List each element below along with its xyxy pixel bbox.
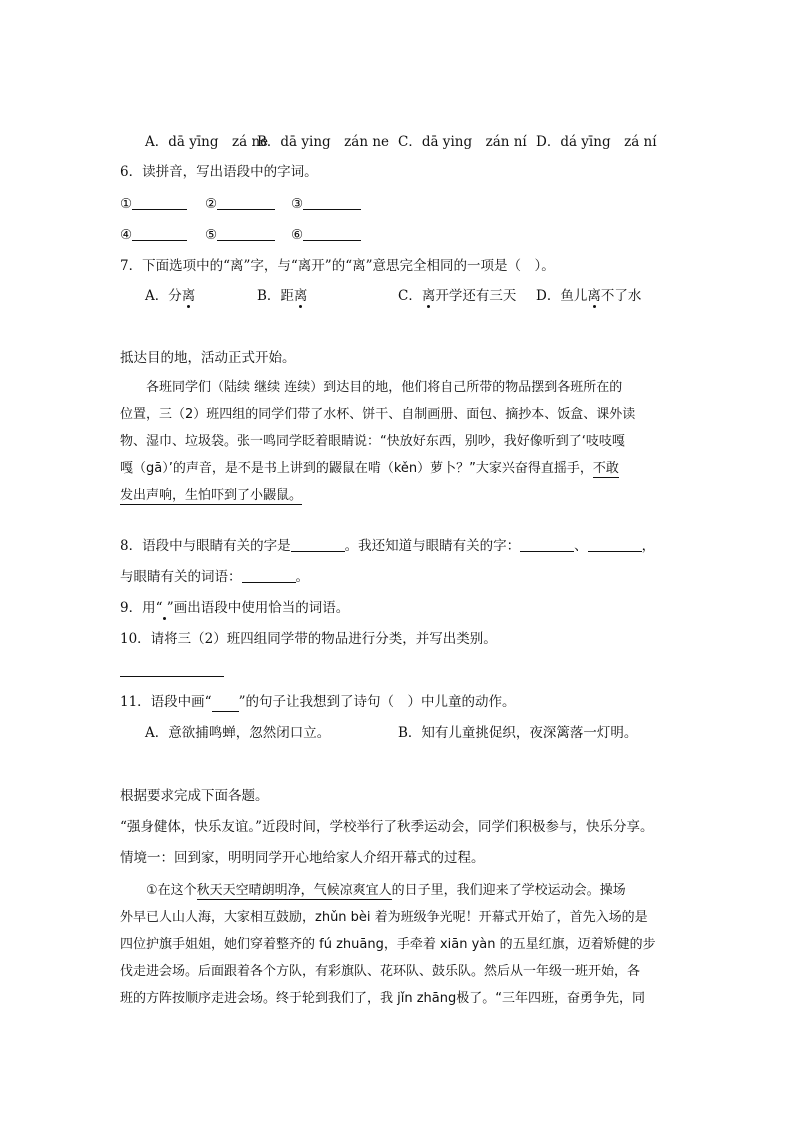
passage1-body [120, 374, 680, 509]
passage1-underlined-start: 不敢 [592, 461, 619, 476]
q6-marker-1: ① [120, 196, 133, 212]
passage2-para-line-5: 班的方阵按顺序走进会场。终于轮到我们了，我 jǐn zhāng极了。“三年四班，奋勇争先，同 [120, 991, 645, 1006]
q8-blank-4[interactable] [242, 568, 296, 583]
passage2-para-line-4: 伐走进会场。后面跟着各个方队，有彩旗队、花环队、鼓乐队。然后从一年级一班开始，各 [120, 964, 641, 979]
q9-text-2: ”画出语段中使用恰当的词语。 [166, 600, 350, 616]
q6-blank-1[interactable] [132, 195, 187, 210]
passage1-line-5 [120, 482, 680, 509]
q10-prompt: 10．请将三（2）班四组同学带的物品进行分类，并写出类别。 [120, 631, 497, 647]
q6-marker-2: ② [205, 196, 218, 212]
q7-option-a-dotted: 离 [181, 288, 196, 304]
q6-blank-4[interactable] [132, 226, 187, 241]
q6-item-1 [120, 194, 187, 214]
passage1-underlined-end: 发出声响，生怕吓到了小鼹鼠。 [120, 488, 303, 503]
q6-blank-3[interactable] [303, 195, 361, 210]
q8-line-1 [120, 536, 655, 556]
passage1-line-3: 物、湿巾、垃圾袋。张一鸣同学眨着眼睛说：“快放好东西，别吵，我好像听到了‘吱吱嘎 [120, 434, 625, 449]
q11-underline-mark [212, 694, 239, 712]
q9-prompt [120, 598, 349, 618]
q8-text-3: ， [641, 538, 656, 554]
passage2-line-1: “强身健体，快乐友谊。”近段时间，学校举行了秋季运动会，同学们积极参与，快乐分享。 [120, 819, 654, 835]
q6-item-3 [291, 194, 361, 214]
q8-text-2: 。我还知道与眼睛有关的字： [344, 538, 521, 554]
q9-dot-mark [163, 600, 167, 616]
q7-option-d-text: D．鱼儿 [536, 288, 588, 304]
passage2-intro: 根据要求完成下面各题。 [120, 788, 269, 804]
q5-option-b: B．dā ying zán ne [257, 134, 390, 150]
q11-text-2: ”的句子让我想到了诗句（ ）中儿童的动作。 [238, 694, 516, 710]
q8-blank-1[interactable] [291, 537, 345, 552]
q7-option-a [145, 286, 195, 306]
q6-marker-6: ⑥ [291, 227, 304, 243]
q11-option-a: A．意欲捕鸣蝉，忽然闭口立。 [145, 725, 331, 741]
passage2-para-line-1 [120, 877, 680, 904]
q6-item-6 [291, 225, 361, 245]
q7-option-d [536, 286, 641, 306]
q7-option-c [398, 286, 516, 306]
q7-option-b-text: B．距 [257, 288, 294, 304]
q8-separator: 、 [574, 538, 588, 554]
q10-answer-line[interactable] [120, 676, 224, 677]
passage2-underlined-sentence: 秋天天空晴朗明净，气候凉爽宜人 [196, 883, 392, 898]
q8-text-5: 。 [295, 569, 309, 585]
q6-marker-3: ③ [291, 196, 304, 212]
passage2-body [120, 877, 680, 1012]
passage2-para-line-3: 四位护旗手姐姐，她们穿着整齐的 fú zhuāng，手牵着 xiān yàn 的五星红旗，迈着矫健的步 [120, 937, 656, 952]
q6-prompt: 6．读拼音，写出语段中的字词。 [120, 164, 318, 180]
q7-option-d-rest: 不了水 [600, 288, 642, 304]
q7-option-c-rest: 开学还有三天 [435, 288, 517, 304]
passage1-line-1: 各班同学们（陆续 继续 连续）到达目的地，他们将自己所带的物品摆到各班所在的 [120, 380, 623, 395]
q6-item-5 [205, 225, 275, 245]
q8-text-4: 与眼睛有关的词语： [120, 569, 242, 585]
q5-option-a: A．dā yīng zá ne [145, 134, 269, 150]
q7-option-b-dotted: 离 [293, 288, 308, 304]
q8-line-2 [120, 567, 309, 587]
q7-option-a-text: A．分 [145, 288, 182, 304]
passage1-line-4 [120, 455, 680, 482]
q6-blank-6[interactable] [303, 226, 361, 241]
q6-marker-5: ⑤ [205, 227, 218, 243]
passage2-para-line-2: 外早已人山人海，大家相互鼓励，zhǔn bèi 着为班级争光呢！开幕式开始了，首先入场的是 [120, 910, 648, 925]
q6-blank-2[interactable] [217, 195, 275, 210]
passage2-para-text-2: 的日子里，我们迎来了学校运动会。操场 [391, 883, 626, 898]
q5-option-d: D．dá yīng zá ní [536, 134, 657, 150]
q6-marker-4: ④ [120, 227, 133, 243]
passage1-line-4-text: 嘎（gā）’的声音，是不是书上讲到的鼹鼠在啃（kěn）萝卜？”大家兴奋得直摇手， [120, 461, 593, 476]
passage2-line-2: 情境一：回到家，明明同学开心地给家人介绍开幕式的过程。 [120, 850, 485, 866]
q8-text-1: 8．语段中与眼睛有关的字是 [120, 538, 291, 554]
q7-prompt: 7．下面选项中的“离”字，与“离开”的“离”意思完全相同的一项是（ ）。 [120, 258, 555, 274]
q5-option-c: C．dā ying zán ní [398, 134, 527, 150]
q6-item-2 [205, 194, 275, 214]
q7-option-c-text: C． [398, 288, 422, 304]
q8-blank-3[interactable] [588, 537, 642, 552]
q6-blank-5[interactable] [217, 226, 275, 241]
q11-option-b: B．知有儿童挑促织，夜深篱落一灯明。 [398, 725, 638, 741]
q7-option-b [257, 286, 307, 306]
q11-prompt [120, 692, 516, 712]
q11-text-1: 11．语段中画“ [120, 694, 212, 710]
q9-text-1: 9．用“ [120, 600, 163, 616]
q7-option-d-dotted: 离 [587, 288, 601, 304]
passage2-para-text-1: ①在这个 [120, 883, 197, 898]
q7-option-c-dotted: 离 [421, 288, 436, 304]
q6-item-4 [120, 225, 187, 245]
passage1-intro: 抵达目的地，活动正式开始。 [120, 350, 296, 366]
passage1-line-2: 位置，三（2）班四组的同学们带了水杯、饼干、自制画册、面包、摘抄本、饭盒、课外读 [120, 407, 636, 422]
q8-blank-2[interactable] [520, 537, 574, 552]
